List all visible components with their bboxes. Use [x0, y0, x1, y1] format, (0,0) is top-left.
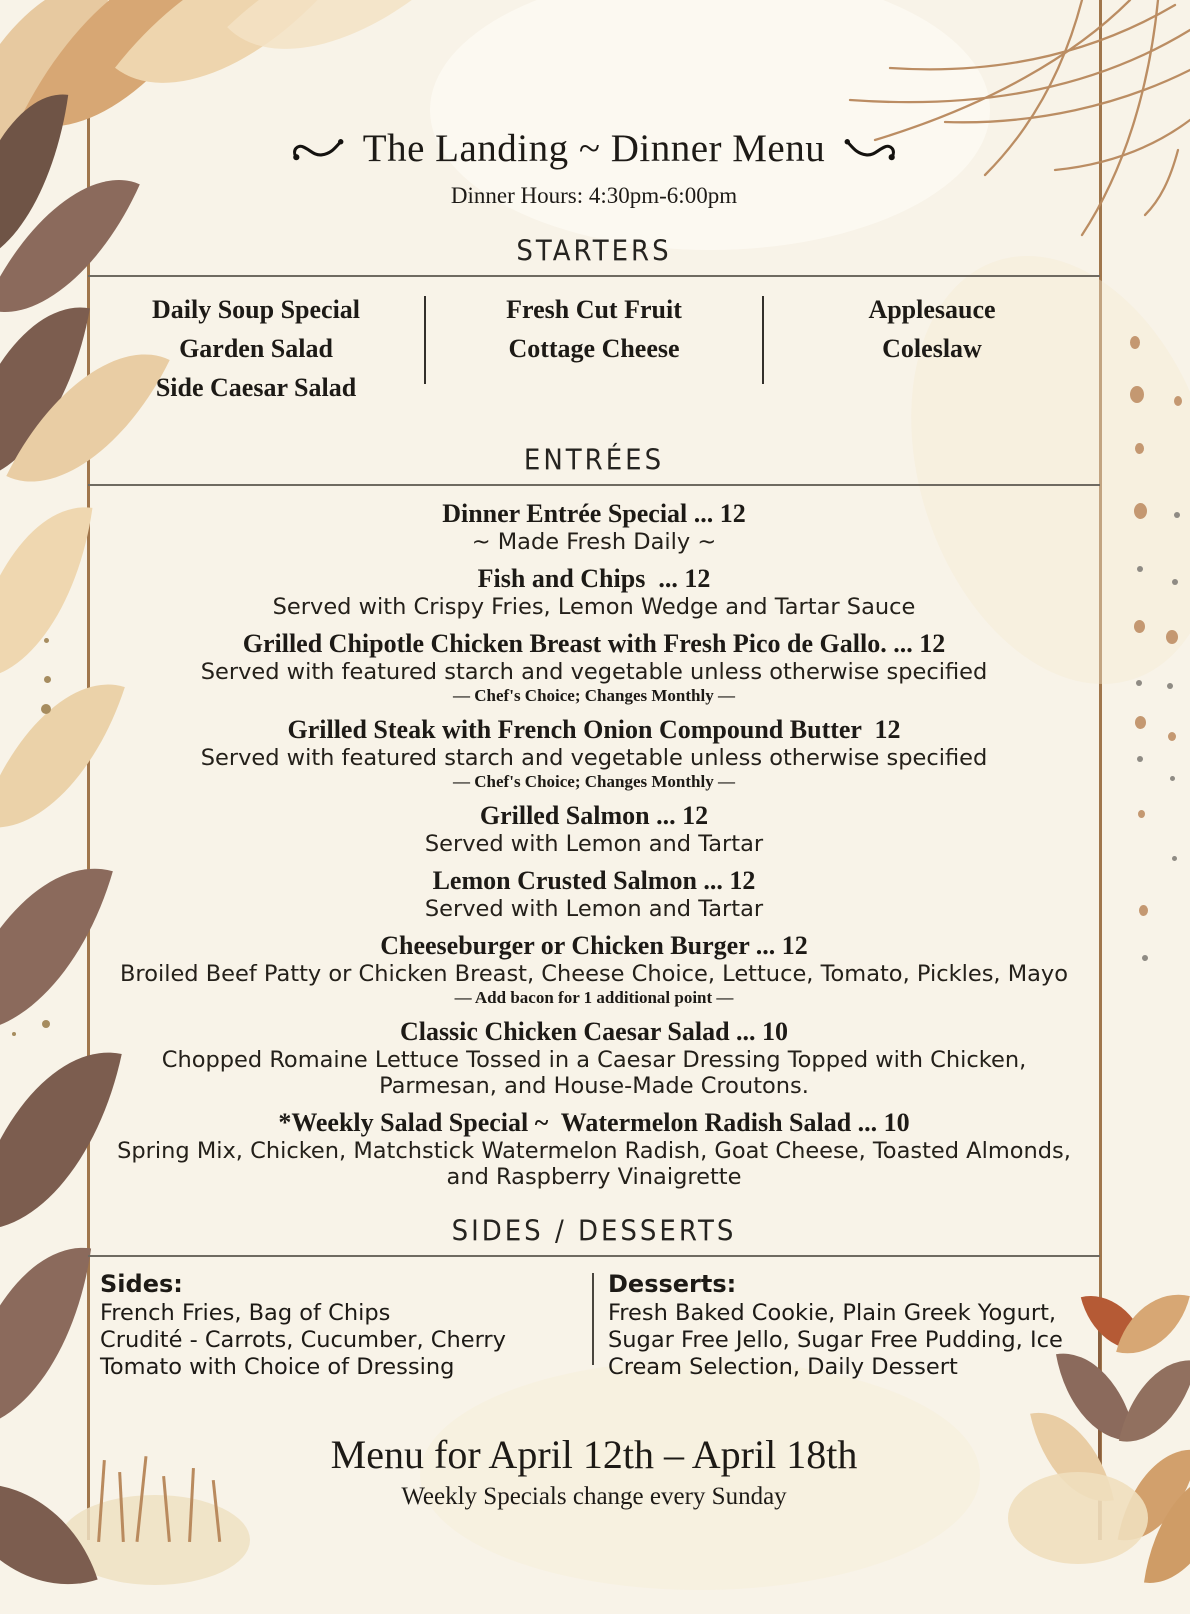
entree-name: Grilled Steak with French Onion Compound Butter 12: [287, 715, 901, 744]
starters-heading: STARTERS: [516, 235, 672, 269]
decor-dot: [42, 1020, 50, 1028]
starter-item: Fresh Cut Fruit: [506, 295, 682, 324]
sides-column: [88, 1267, 592, 1381]
desserts-column: [594, 1267, 1100, 1381]
decor-dot: [1137, 756, 1143, 762]
decor-dot: [1136, 680, 1142, 686]
leaf-decoration: [1116, 1282, 1190, 1366]
entree-desc: ~ Made Fresh Daily ~: [471, 529, 717, 555]
entree-desc: Served with Lemon and Tartar: [424, 896, 764, 922]
decor-dot: [1135, 716, 1146, 729]
decor-dot: [1130, 386, 1144, 403]
decor-dot: [1168, 732, 1176, 741]
entree-desc: Served with Lemon and Tartar: [424, 831, 764, 857]
decor-dot: [41, 704, 51, 714]
title-swash-right-icon: [841, 134, 897, 164]
desserts-line: Fresh Baked Cookie, Plain Greek Yogurt,: [608, 1300, 1057, 1326]
decor-dot: [1174, 512, 1180, 518]
starters-column-1: [88, 286, 424, 407]
footer-subtitle: Weekly Specials change every Sunday: [401, 1483, 787, 1510]
decor-dot: [1134, 620, 1145, 633]
entree-item: [88, 800, 1100, 857]
starter-item: Daily Soup Special: [151, 295, 361, 324]
decor-dot: [44, 676, 51, 683]
entree-item: [88, 1016, 1100, 1099]
dinner-hours: Dinner Hours: 4:30pm-6:00pm: [450, 183, 738, 208]
entree-note: — Chef's Choice; Changes Monthly —: [453, 686, 735, 705]
decor-dot: [1130, 336, 1140, 349]
decor-dot: [1172, 856, 1177, 861]
sides-line: French Fries, Bag of Chips: [100, 1300, 391, 1326]
footer-title: Menu for April 12th – April 18th: [330, 1432, 858, 1477]
entree-item: [88, 563, 1100, 620]
entree-desc: Parmesan, and House-Made Croutons.: [379, 1073, 809, 1099]
starters-column-3: [764, 286, 1100, 407]
sides-label: Sides:: [100, 1270, 183, 1298]
decor-dot: [1166, 630, 1178, 644]
entree-item: [88, 498, 1100, 555]
starter-item: Side Caesar Salad: [155, 373, 357, 402]
decor-dot: [1137, 566, 1143, 572]
entrees-list: [88, 486, 1100, 1190]
entree-name: *Weekly Salad Special ~ Watermelon Radish Salad ... 10: [278, 1108, 910, 1137]
decor-dot: [1174, 396, 1182, 406]
entree-name: Fish and Chips ... 12: [477, 564, 711, 593]
starters-columns: [88, 277, 1100, 419]
starter-item: Coleslaw: [882, 334, 982, 363]
entree-name: Classic Chicken Caesar Salad ... 10: [399, 1017, 789, 1046]
entree-desc: Served with Crispy Fries, Lemon Wedge and Tartar Sauce: [272, 594, 916, 620]
entree-item: [88, 865, 1100, 922]
decor-dot: [1134, 503, 1147, 519]
leaf-decoration: [0, 494, 92, 692]
entree-desc: Chopped Romaine Lettuce Tossed in a Caesar Dressing Topped with Chicken,: [161, 1047, 1027, 1073]
sides-desserts-columns: [88, 1257, 1100, 1395]
sides-line: Tomato with Choice of Dressing: [100, 1354, 455, 1380]
page-title: The Landing ~ Dinner Menu: [362, 127, 826, 170]
page-title-row: [88, 128, 1100, 170]
desserts-line: Cream Selection, Daily Dessert: [608, 1354, 958, 1380]
entree-item: [88, 930, 1100, 1008]
entree-desc: Served with featured starch and vegetable unless otherwise specified: [200, 745, 988, 771]
decor-dot: [1167, 683, 1173, 689]
desserts-label: Desserts:: [608, 1270, 737, 1298]
starters-column-2: [426, 286, 762, 407]
entree-item: [88, 1107, 1100, 1190]
starter-item: Applesauce: [868, 295, 996, 324]
entree-desc: Broiled Beef Patty or Chicken Breast, Cheese Choice, Lettuce, Tomato, Pickles, Mayo: [120, 961, 1068, 987]
entree-desc: Spring Mix, Chicken, Matchstick Watermelon Radish, Goat Cheese, Toasted Almonds,: [117, 1138, 1071, 1164]
decor-dot: [1138, 810, 1145, 818]
starter-item: Garden Salad: [179, 334, 333, 363]
entree-item: [88, 628, 1100, 706]
entrees-heading: ENTRÉES: [523, 444, 665, 478]
decor-dot: [12, 1032, 16, 1036]
leaf-decoration: [1119, 1349, 1190, 1453]
desserts-line: Sugar Free Jello, Sugar Free Pudding, Ice: [608, 1327, 1063, 1353]
entree-name: Dinner Entrée Special ... 12: [442, 499, 746, 528]
sides-desserts-heading: SIDES / DESSERTS: [451, 1215, 737, 1249]
entree-name: Lemon Crusted Salmon ... 12: [432, 866, 756, 895]
title-swash-left-icon: [291, 134, 347, 164]
entree-name: Grilled Salmon ... 12: [479, 801, 709, 830]
entree-name: Grilled Chipotle Chicken Breast with Fresh Pico de Gallo. ... 12: [242, 629, 946, 658]
menu-content: [88, 0, 1100, 1512]
decor-dot: [1172, 579, 1178, 585]
decor-dot: [44, 638, 49, 643]
entree-name: Cheeseburger or Chicken Burger ... 12: [380, 931, 808, 960]
sides-line: Crudité - Carrots, Cucumber, Cherry: [100, 1327, 506, 1353]
decor-dot: [1142, 955, 1148, 961]
entree-note: — Add bacon for 1 additional point —: [454, 988, 734, 1007]
entree-item: [88, 714, 1100, 792]
decor-dot: [1139, 905, 1148, 916]
decor-dot: [1170, 776, 1175, 781]
decor-dot: [1135, 443, 1144, 454]
leaf-decoration: [0, 1233, 91, 1442]
entree-desc: and Raspberry Vinaigrette: [446, 1164, 742, 1190]
entree-note: — Chef's Choice; Changes Monthly —: [453, 772, 735, 791]
starter-item: Cottage Cheese: [508, 334, 680, 363]
entree-desc: Served with featured starch and vegetable unless otherwise specified: [200, 659, 988, 685]
